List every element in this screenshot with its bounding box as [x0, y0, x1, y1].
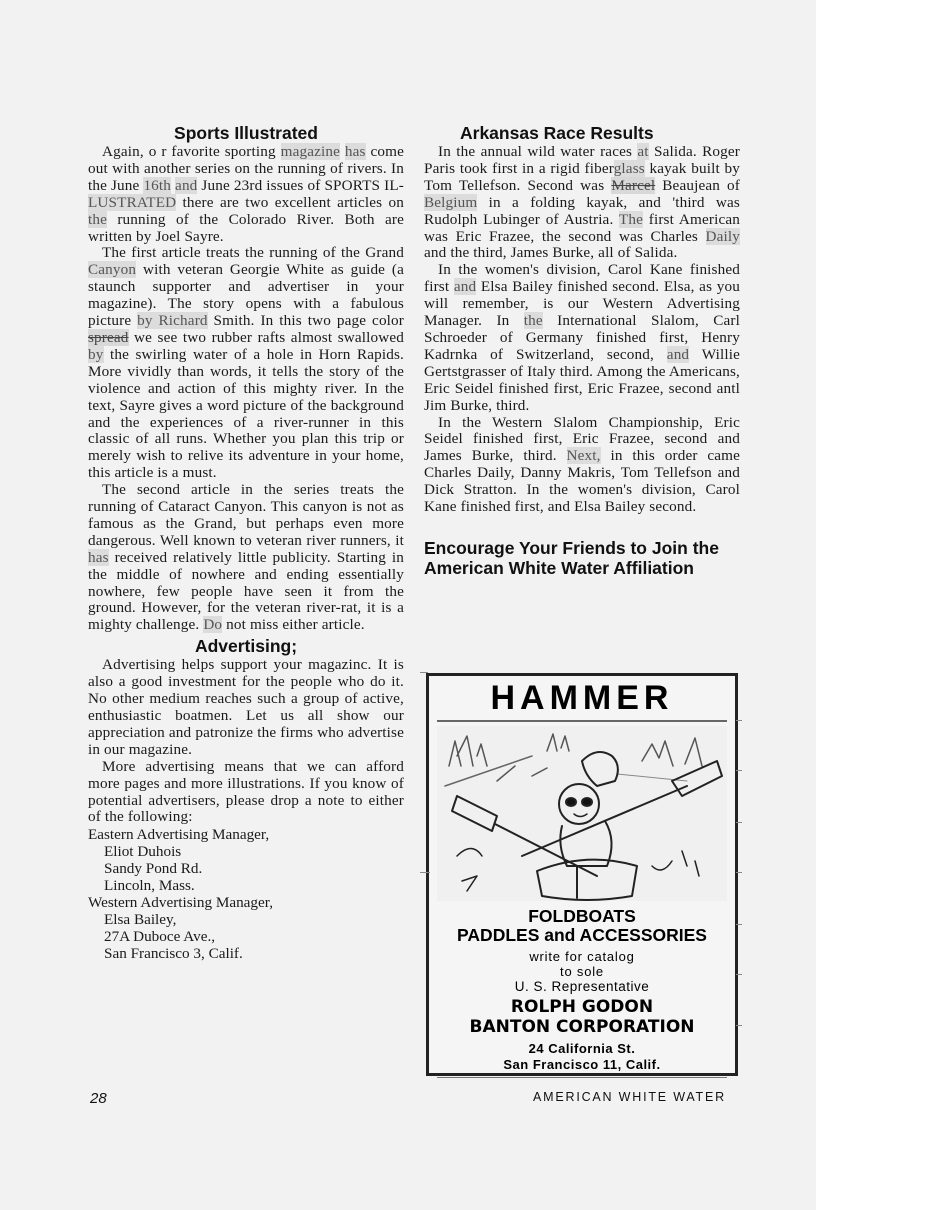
paragraph: [424, 415, 740, 516]
text-run: In the annual wild water races: [438, 143, 638, 160]
ad-brand-title: HAMMER: [437, 678, 727, 722]
eastern-manager-address: [88, 826, 404, 894]
highlighted-word: 16th: [143, 176, 172, 194]
text-run: June 23rd issues of SPORTS IL-: [197, 176, 404, 194]
highlighted-word: has: [344, 143, 366, 160]
crop-mark: [420, 672, 428, 673]
highlighted-word: glass: [613, 159, 645, 177]
text-run: first American was Eric Frazee, the second was Charles: [424, 210, 740, 245]
text-run: In the Western Slalom Championship, Eric Seidel finished first, Eric Frazee, second and James Burke, third.: [424, 413, 740, 465]
crop-mark: [736, 924, 742, 925]
crop-mark: [736, 872, 742, 873]
text-run: The first article treats the running of the Grand: [102, 244, 404, 262]
paragraph: [424, 144, 740, 262]
crop-mark: [736, 822, 742, 823]
hammer-advertisement: [426, 673, 738, 1076]
address-line: Elsa Bailey,: [104, 911, 177, 929]
text-run: kayak built by Tom Tellefson. Second was: [424, 159, 740, 194]
highlighted-word: Belgium: [424, 193, 478, 211]
highlighted-word: Canyon: [88, 261, 137, 279]
text-run: in this order came Charles Daily, Danny Makris, Tom Tellefson and Dick Stratton. In the women's division, Carol Kane finished first, and Elsa Bailey second.: [424, 447, 741, 516]
paragraph: [88, 482, 404, 634]
crop-mark: [736, 1025, 742, 1026]
magazine-name-footer: AMERICAN WHITE WATER: [533, 1090, 726, 1104]
struck-word: Marcel: [611, 176, 656, 194]
crop-mark: [736, 720, 742, 721]
text-run: there are two excellent articles on: [176, 193, 404, 211]
text-run: Willie Gertstgrasser of Italy third. Among the Americans, Eric Seidel finished first, Eric Frazee, second antl Jim Burke, third.: [424, 345, 740, 414]
advertising-article: [88, 657, 404, 826]
ad-line-representative: U. S. Representative: [514, 979, 650, 994]
highlighted-word: magazine: [280, 143, 341, 160]
text-run: Again, o r favorite sporting: [102, 143, 281, 160]
paragraph: More advertising means that we can afford more pages and more illustrations. If you know of potential advertisers, please drop a note to either of the following:: [88, 757, 404, 826]
text-run: the swirling water of a hole in Horn Rapids. More vividly than words, it tells the story of the violence and action of this mighty river. In the text, Sayre gives a word picture of the background and the experiences of a river-runner in this classic of all runs. Whether you plan this trip or merely wish to relive its adventure in your home, this article is a must.: [88, 345, 404, 482]
crop-mark: [420, 872, 430, 873]
text-run: received relatively little publicity. Starting in the middle of nowhere and ending essentially nowhere, few people have seen it from the ground. However, for the veteran river-rat, it is a mighty challenge.: [88, 548, 404, 634]
ad-bottom-rule: [437, 1077, 727, 1078]
paragraph: [424, 262, 740, 414]
page-number: 28: [90, 1090, 107, 1107]
join-heading-line: Encourage Your Friends to Join the: [424, 537, 719, 558]
paragraph: Advertising helps support your magazinc. It is also a good investment for the people who do it. No other medium reaches such a group of active, enthusiastic boatmen. Let us all show our appreciation and patronize the firms who advertise in our magazine.: [88, 656, 404, 758]
address-line: Eliot Duhois: [104, 843, 182, 861]
address-line: Lincoln, Mass.: [104, 877, 195, 895]
text-run: with veteran Georgie White as guide (a staunch supporter and advertiser in your magazine). The story opens with a fabulous picture: [88, 261, 404, 330]
highlighted-word: and: [453, 278, 477, 296]
text-run: In the women's division, Carol Kane finished first: [424, 261, 740, 296]
highlighted-word: by Richard: [137, 312, 208, 330]
ad-line-catalog: write for catalog: [529, 949, 635, 964]
highlighted-word: the: [88, 210, 108, 228]
address-line: 27A Duboce Ave.,: [104, 928, 216, 946]
address-line: Sandy Pond Rd.: [104, 860, 203, 878]
kayaker-illustration: [437, 726, 727, 901]
highlighted-word: has: [88, 548, 109, 566]
highlighted-word: and: [666, 345, 690, 363]
text-run: and the third, James Burke, all of Salida.: [424, 244, 678, 262]
ad-line-corporation: BANTON CORPORATION: [469, 1017, 695, 1037]
address-title: Eastern Advertising Manager,: [88, 826, 270, 844]
ad-line-city: San Francisco 11, Calif.: [503, 1057, 661, 1072]
sports-illustrated-article: [88, 144, 404, 634]
ad-line-person: ROLPH GODON: [510, 997, 654, 1017]
crop-mark: [736, 770, 742, 771]
join-heading-line: American White Water Affiliation: [424, 557, 694, 578]
advertising-heading: Advertising;: [194, 636, 298, 657]
address-line: San Francisco 3, Calif.: [104, 945, 243, 963]
ad-line-street: 24 California St.: [528, 1041, 636, 1056]
highlighted-word: by: [88, 345, 104, 363]
text-run: Elsa Bailey finished second. Elsa, as you will remember, is our Western Advertising Manager. In: [424, 278, 740, 330]
ad-line-products: PADDLES and ACCESSORIES: [457, 925, 707, 945]
arkansas-heading: Arkansas Race Results: [460, 123, 654, 143]
text-run: in a folding kayak, and 'third was Rudolph Lubinger of Austria.: [424, 193, 740, 228]
text-run: The second article in the series treats the running of Cataract Canyon. This canyon is not as famous as the Grand, but perhaps even more dangerous. Well known to veteran river runners, it: [88, 481, 404, 549]
ad-line-sole: to sole: [560, 964, 604, 979]
highlighted-word: and: [175, 176, 198, 194]
join-callout: [424, 538, 740, 578]
left-column: [88, 122, 404, 962]
text-run: not miss either article.: [222, 616, 365, 634]
text-run: we see two rubber rafts almost swallowed: [128, 328, 404, 346]
arkansas-article: [424, 144, 740, 516]
highlighted-word: LUSTRATED: [88, 193, 177, 211]
text-run: Salida. Roger Paris took first in a rigid fiber: [424, 143, 740, 177]
highlighted-word: Do: [203, 616, 223, 634]
right-column: [424, 122, 740, 578]
ad-copy: [429, 907, 735, 1073]
paragraph: [88, 144, 404, 245]
text-run: International Slalom, Carl Schroeder of Germany finished first, Henry Kadrnka of Switzerland, second,: [424, 312, 740, 363]
struck-word: spread: [88, 328, 129, 346]
paragraph: [88, 245, 404, 482]
address-title: Western Advertising Manager,: [88, 894, 274, 912]
text-run: Smith. In this two page color: [207, 312, 405, 330]
crop-mark: [736, 974, 742, 975]
highlighted-word: Daily: [705, 227, 740, 245]
ad-line-foldboats: FOLDBOATS: [528, 906, 636, 926]
highlighted-word: Next,: [566, 447, 601, 465]
highlighted-word: the: [523, 312, 543, 330]
western-manager-address: [88, 894, 404, 962]
highlighted-word: at: [637, 143, 649, 160]
text-run: come out with another series on the running of rivers. In the June: [88, 143, 405, 194]
sports-illustrated-heading: Sports Illustrated: [174, 123, 318, 143]
text-run: Beaujean of: [655, 176, 740, 194]
highlighted-word: The: [618, 210, 643, 228]
text-run: running of the Colorado River. Both are written by Joel Sayre.: [88, 210, 404, 245]
